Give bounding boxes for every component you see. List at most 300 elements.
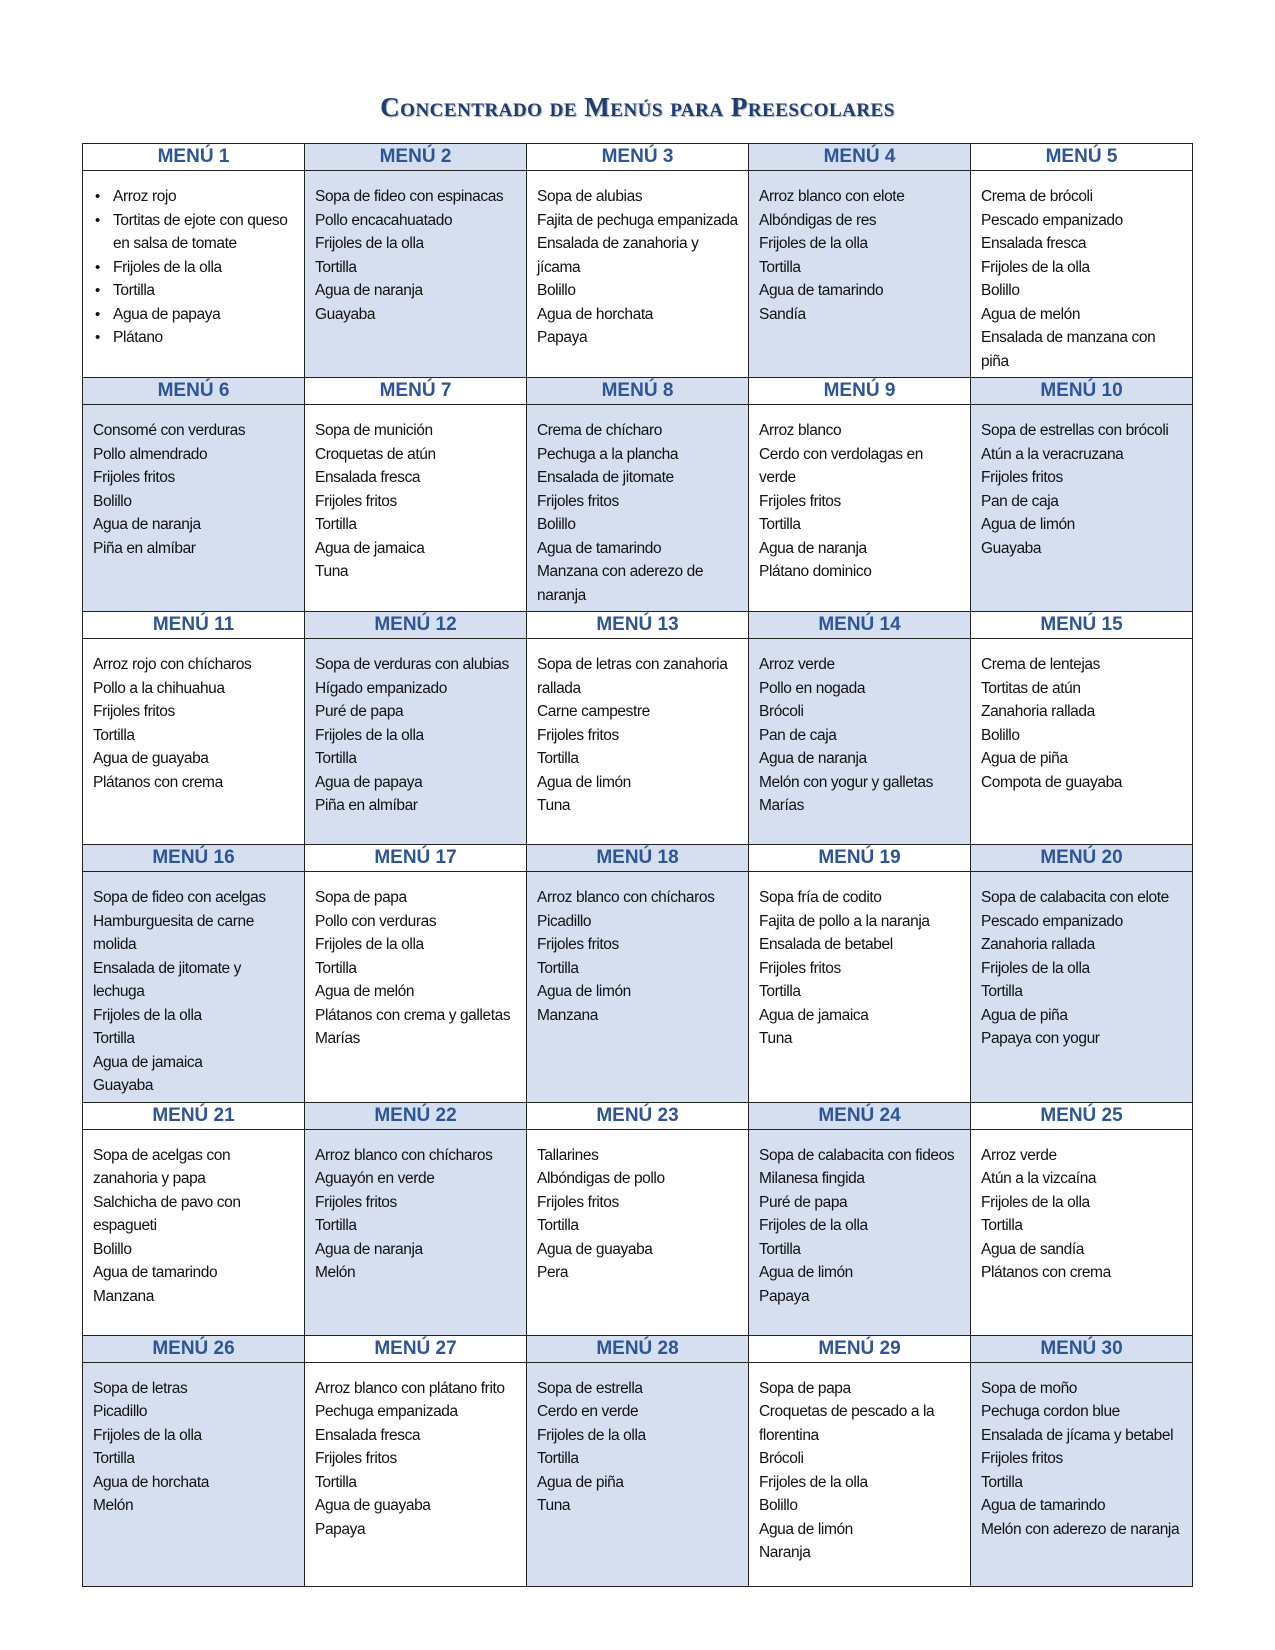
menu-heading: MENÚ 16 [83, 845, 304, 872]
menu-cell-content [527, 612, 748, 822]
menu-item: Sopa de calabacita con elote [981, 889, 1169, 906]
menu-item: Tortilla [315, 258, 357, 276]
menu-item: Tortilla [759, 258, 801, 276]
menu-cell [971, 1102, 1193, 1335]
menu-item: Cerdo con verdolagas en verde [759, 445, 923, 486]
menu-heading: MENÚ 10 [971, 378, 1192, 405]
menu-item: Melón con yogur y galletas Marías [759, 773, 933, 814]
menu-cell [527, 1335, 749, 1586]
menu-item: Frijoles fritos [537, 1193, 619, 1211]
menu-item: Naranja [759, 1544, 811, 1561]
menu-cell-content [527, 144, 748, 354]
menu-item: Sopa fría de codito [759, 889, 882, 906]
menu-item-list [305, 872, 526, 1055]
menu-item: Pollo en nogada [759, 679, 866, 697]
menu-cell [305, 144, 527, 378]
menu-item: Cerdo en verde [537, 1403, 639, 1420]
menu-item: Bolillo [759, 1497, 798, 1514]
menu-cell [305, 1102, 527, 1335]
menu-item-list [83, 872, 304, 1102]
menu-heading: MENÚ 27 [305, 1336, 526, 1363]
menu-item: Ensalada fresca [315, 1426, 421, 1444]
menu-item: Frijoles fritos [537, 726, 619, 744]
menu-cell [971, 144, 1193, 378]
menu-item: Guayaba [315, 305, 376, 323]
menu-item: Agua de limón [537, 773, 631, 791]
menu-item: Agua de melón [981, 305, 1081, 323]
menu-cell [971, 378, 1193, 612]
menu-item: Frijoles fritos [981, 469, 1063, 486]
menu-item: Papaya [537, 329, 588, 346]
menu-item: Tortilla [759, 516, 801, 533]
menu-item-list [971, 171, 1192, 377]
menu-item: • Tortilla [113, 279, 296, 303]
menu-item: Tortilla [315, 1217, 357, 1234]
menu-item: Sopa de munición [315, 422, 433, 439]
menu-item: Frijoles fritos [93, 703, 175, 720]
menu-item-list [971, 1130, 1192, 1289]
menu-item: Manzana [93, 1287, 154, 1305]
menu-item: Sopa de moño [981, 1379, 1078, 1397]
menu-heading: MENÚ 1 [83, 144, 304, 171]
menu-item: Agua de piña [981, 750, 1068, 767]
menu-heading: MENÚ 6 [83, 378, 304, 405]
menu-cell [971, 845, 1193, 1103]
menu-heading: MENÚ 17 [305, 845, 526, 872]
menu-item: Albóndigas de res [759, 211, 877, 229]
menu-heading: MENÚ 14 [749, 612, 970, 639]
menu-item: Ensalada de zanahoria y jícama [537, 235, 699, 276]
menu-cell-content [971, 378, 1192, 564]
menu-cell-content [83, 1103, 304, 1313]
menu-item: Agua de jamaica [315, 539, 425, 557]
menu-item: Agua de limón [759, 1520, 853, 1538]
menu-cell-content [83, 378, 304, 564]
menu-item: Plátanos con crema [981, 1264, 1111, 1281]
menu-item: Tortilla [537, 959, 579, 977]
menu-item: Arroz verde [981, 1146, 1057, 1164]
menu-item: Ensalada de manzana con piña [981, 329, 1156, 370]
menu-cell-content [527, 378, 748, 611]
menu-item: Crema de lentejas [981, 656, 1100, 673]
menu-item: Aguayón en verde [315, 1170, 435, 1187]
menu-item: Agua de guayaba [537, 1240, 653, 1258]
menu-item: Frijoles de la olla [93, 1006, 202, 1024]
menu-cell-content [749, 1103, 970, 1313]
menu-item-list [305, 639, 526, 822]
menu-item: Bolillo [537, 282, 576, 299]
menu-item: Crema de brócoli [981, 188, 1093, 205]
menu-item: Tuna [759, 1030, 793, 1047]
menu-item: Arroz blanco con elote [759, 188, 905, 205]
menu-heading: MENÚ 13 [527, 612, 748, 639]
menu-item: Tuna [537, 797, 571, 814]
menu-item: Frijoles fritos [759, 492, 841, 510]
menu-cell [749, 845, 971, 1103]
menu-item: Frijoles fritos [537, 492, 619, 510]
menu-item: Croquetas de atún [315, 445, 436, 463]
menu-heading: MENÚ 28 [527, 1336, 748, 1363]
menu-item-list [749, 872, 970, 1055]
menu-item: Agua de naranja [315, 282, 423, 299]
menu-cell [305, 1335, 527, 1586]
menu-item: Hígado empanizado [315, 679, 447, 697]
menu-heading: MENÚ 11 [83, 612, 304, 639]
menu-item: Frijoles de la olla [93, 1426, 202, 1444]
menu-item-list [749, 405, 970, 588]
menu-cell [305, 378, 527, 612]
menu-cell-content [749, 1336, 970, 1569]
menu-item: Agua de limón [537, 983, 631, 1000]
menu-item: Tortilla [537, 1217, 579, 1234]
menu-cell-content [527, 845, 748, 1031]
menu-item: Agua de piña [537, 1473, 624, 1491]
menu-item-list [83, 639, 304, 798]
menu-item: Piña en almíbar [93, 539, 196, 557]
menu-item: Plátanos con crema y galletas Marías [315, 1006, 511, 1047]
menu-item-list [305, 171, 526, 330]
menu-item: Ensalada fresca [981, 235, 1087, 252]
menu-item: Agua de tamarindo [537, 539, 662, 557]
menu-item: Arroz verde [759, 656, 835, 673]
menu-cell-content [971, 845, 1192, 1055]
menu-item: Atún a la veracruzana [981, 445, 1124, 463]
menu-cell-content [83, 1336, 304, 1522]
menu-item: Pera [537, 1264, 569, 1281]
menu-item: Pechuga empanizada [315, 1403, 458, 1420]
menu-item-list [749, 1130, 970, 1313]
menu-item: Frijoles de la olla [537, 1426, 646, 1444]
menu-item: Pan de caja [759, 726, 837, 744]
menu-item: Bolillo [93, 492, 132, 510]
menu-item: Bolillo [93, 1240, 132, 1258]
menu-cell-content [971, 612, 1192, 798]
menu-item: Fajita de pechuga empanizada [537, 211, 738, 229]
menu-item: Sopa de papa [759, 1379, 851, 1397]
menu-item: Pan de caja [981, 492, 1059, 510]
menu-item: Sopa de verduras con alubias [315, 656, 509, 673]
menu-item: Tallarines [537, 1146, 599, 1164]
menu-cell-content [527, 1336, 748, 1522]
menu-item: • Arroz rojo [113, 185, 296, 209]
menu-item: Arroz blanco con chícharos [537, 889, 715, 906]
menu-item: Agua de naranja [93, 516, 201, 533]
menu-item: Sopa de fideo con acelgas [93, 889, 266, 906]
menu-item: Agua de piña [981, 1006, 1068, 1024]
menu-cell [305, 845, 527, 1103]
menu-heading: MENÚ 30 [971, 1336, 1192, 1363]
menu-item: Melón con aderezo de naranja [981, 1520, 1180, 1538]
menu-item: Frijoles fritos [981, 1450, 1063, 1467]
menu-cell-content [305, 612, 526, 822]
menu-item-list [749, 171, 970, 330]
menu-item: Brócoli [759, 1450, 804, 1467]
menu-item: Pescado empanizado [981, 211, 1123, 229]
menu-row [83, 612, 1193, 845]
menu-item: Sopa de fideo con espinacas [315, 188, 504, 205]
menu-heading: MENÚ 5 [971, 144, 1192, 171]
menu-item: Picadillo [537, 912, 592, 930]
menu-row [83, 144, 1193, 378]
menu-item: Pollo almendrado [93, 445, 208, 463]
menu-heading: MENÚ 9 [749, 378, 970, 405]
menu-item: Frijoles de la olla [315, 936, 424, 953]
menu-item: Plátano dominico [759, 563, 872, 580]
menu-cell [749, 378, 971, 612]
menu-item: Tortilla [537, 1450, 579, 1467]
menu-item: Tortilla [315, 516, 357, 533]
menu-heading: MENÚ 4 [749, 144, 970, 171]
menu-item-list [527, 639, 748, 822]
menu-item: Arroz blanco con chícharos [315, 1146, 493, 1164]
menu-item: Zanahoria rallada [981, 936, 1095, 953]
menu-row [83, 1102, 1193, 1335]
menu-row [83, 845, 1193, 1103]
menu-item: Frijoles fritos [315, 1193, 397, 1211]
menu-item: Agua de tamarindo [93, 1264, 218, 1281]
menu-cell-content [971, 1336, 1192, 1546]
menu-item: Tortilla [93, 726, 135, 744]
menu-item: Agua de jamaica [759, 1006, 869, 1024]
menu-cell [971, 612, 1193, 845]
menu-item-list [749, 1363, 970, 1569]
menu-cell-content [305, 1103, 526, 1289]
menu-item: Puré de papa [759, 1193, 848, 1211]
menu-item: Sopa de estrellas con brócoli [981, 422, 1169, 439]
menu-cell-content [305, 1336, 526, 1546]
menu-heading: MENÚ 20 [971, 845, 1192, 872]
menu-item: Agua de naranja [315, 1240, 423, 1258]
menu-item: Crema de chícharo [537, 422, 663, 439]
menu-item: Pechuga a la plancha [537, 445, 679, 463]
menu-item: Guayaba [981, 539, 1042, 557]
menu-cell [527, 1102, 749, 1335]
menu-item: Arroz blanco con plátano frito [315, 1379, 505, 1397]
menu-heading: MENÚ 26 [83, 1336, 304, 1363]
menu-item: Tortilla [981, 983, 1023, 1000]
menu-item: Frijoles fritos [315, 1450, 397, 1467]
menu-item: Manzana [537, 1006, 598, 1024]
menu-cell [749, 612, 971, 845]
menu-item: Pollo con verduras [315, 912, 437, 930]
menu-item-list [749, 639, 970, 822]
menu-item: Agua de limón [981, 516, 1075, 533]
menu-cell-content [305, 378, 526, 588]
menu-item: Agua de horchata [93, 1473, 209, 1491]
menu-item: Hamburguesita de carne molida [93, 912, 254, 953]
menu-item: Sopa de calabacita con fideos [759, 1146, 955, 1164]
menu-item: Compota de guayaba [981, 773, 1123, 791]
menu-item: Tortilla [759, 1240, 801, 1258]
menu-cell [527, 378, 749, 612]
menu-item-list [971, 872, 1192, 1055]
menu-item: Sopa de acelgas con zanahoria y papa [93, 1146, 231, 1187]
menu-item-list [527, 171, 748, 354]
menu-heading: MENÚ 3 [527, 144, 748, 171]
menu-item: Agua de naranja [759, 539, 867, 557]
menu-cell [749, 1102, 971, 1335]
menu-item: Frijoles de la olla [759, 1217, 868, 1234]
menu-item: Frijoles fritos [315, 492, 397, 510]
menu-heading: MENÚ 29 [749, 1336, 970, 1363]
menu-item: Tuna [315, 563, 349, 580]
menu-item: Pescado empanizado [981, 912, 1123, 930]
menu-heading: MENÚ 22 [305, 1103, 526, 1130]
menu-item: Tortilla [981, 1217, 1023, 1234]
menu-item: Frijoles fritos [759, 959, 841, 977]
menu-cell-content [305, 144, 526, 330]
menu-cell [83, 144, 305, 378]
menu-cell [749, 144, 971, 378]
menu-item: Agua de horchata [537, 305, 653, 323]
menu-item-list [527, 1130, 748, 1289]
menu-table [82, 143, 1193, 1587]
menu-item: Agua de tamarindo [759, 282, 884, 299]
menu-item: Sandía [759, 305, 806, 323]
menu-item: Piña en almíbar [315, 797, 418, 814]
menu-heading: MENÚ 15 [971, 612, 1192, 639]
menu-item: Albóndigas de pollo [537, 1170, 665, 1187]
menu-item: Agua de limón [759, 1264, 853, 1281]
menu-item: Plátanos con crema [93, 773, 223, 791]
menu-heading: MENÚ 24 [749, 1103, 970, 1130]
menu-cell [527, 144, 749, 378]
menu-item: • Agua de papaya [113, 303, 296, 327]
menu-item: Frijoles fritos [93, 469, 175, 486]
menu-cell-content [83, 845, 304, 1102]
menu-item: Tuna [537, 1497, 571, 1514]
menu-item-list [83, 1363, 304, 1522]
menu-heading: MENÚ 19 [749, 845, 970, 872]
menu-item: Frijoles de la olla [981, 258, 1090, 276]
menu-item: Tortilla [93, 1450, 135, 1467]
menu-item-list [83, 171, 304, 354]
menu-cell [83, 1335, 305, 1586]
menu-item: Pollo encacahuatado [315, 211, 453, 229]
menu-item-list [527, 872, 748, 1031]
menu-item: Frijoles de la olla [315, 235, 424, 252]
menu-item-list [971, 1363, 1192, 1546]
menu-item: Frijoles de la olla [759, 235, 868, 252]
page-title: Concentrado de Menús para Preescolares [380, 92, 895, 122]
menu-item: Agua de jamaica [93, 1053, 203, 1071]
menu-item: Fajita de pollo a la naranja [759, 912, 930, 930]
menu-item: Tortilla [315, 1473, 357, 1491]
menu-heading: MENÚ 2 [305, 144, 526, 171]
menu-item: Tortilla [315, 959, 357, 977]
menu-item: Melón [93, 1497, 134, 1514]
menu-cell [971, 1335, 1193, 1586]
menu-item: Frijoles de la olla [315, 726, 424, 744]
menu-item: Arroz blanco [759, 422, 842, 439]
menu-item: Papaya con yogur [981, 1030, 1100, 1047]
menu-item-list [527, 1363, 748, 1522]
menu-cell-content [971, 1103, 1192, 1289]
menu-cell [749, 1335, 971, 1586]
menu-cell-content [305, 845, 526, 1055]
menu-table-body [83, 144, 1193, 1587]
menu-item: Frijoles de la olla [759, 1473, 868, 1491]
menu-item: Salchicha de pavo con espagueti [93, 1193, 241, 1234]
menu-heading: MENÚ 25 [971, 1103, 1192, 1130]
menu-item: Sopa de letras [93, 1379, 188, 1397]
menu-item-list [971, 639, 1192, 798]
menu-item: Frijoles de la olla [981, 1193, 1090, 1211]
menu-cell-content [527, 1103, 748, 1289]
menu-cell [305, 612, 527, 845]
menu-item: Ensalada de betabel [759, 936, 893, 953]
menu-cell-content [749, 378, 970, 588]
menu-item: Bolillo [981, 282, 1020, 299]
menu-item: Atún a la vizcaína [981, 1170, 1097, 1187]
menu-item: Ensalada de jitomate y lechuga [93, 959, 242, 1000]
menu-item: Arroz rojo con chícharos [93, 656, 252, 673]
menu-cell-content [83, 612, 304, 798]
menu-item: Croquetas de pescado a la florentina [759, 1403, 935, 1444]
menu-heading: MENÚ 7 [305, 378, 526, 405]
menu-item: • Frijoles de la olla [113, 256, 296, 280]
menu-item: Tortilla [759, 983, 801, 1000]
menu-item: Papaya [759, 1287, 810, 1305]
menu-item: Guayaba [93, 1077, 154, 1094]
menu-item: Tortilla [93, 1030, 135, 1047]
menu-item: Ensalada fresca [315, 469, 421, 486]
menu-item: Frijoles de la olla [981, 959, 1090, 977]
menu-item-list [971, 405, 1192, 564]
menu-item: • Tortitas de ejote con queso en salsa de tomate [113, 209, 296, 256]
menu-heading: MENÚ 21 [83, 1103, 304, 1130]
menu-item: Pechuga cordon blue [981, 1403, 1120, 1420]
menu-cell-content [749, 612, 970, 822]
menu-item: Frijoles fritos [537, 936, 619, 953]
menu-item: Ensalada de jitomate [537, 469, 674, 486]
menu-cell [83, 1102, 305, 1335]
menu-item: Melón [315, 1264, 356, 1281]
menu-cell-content [749, 845, 970, 1055]
menu-item: Agua de sandía [981, 1240, 1084, 1258]
menu-heading: MENÚ 23 [527, 1103, 748, 1130]
menu-item: Agua de papaya [315, 773, 423, 791]
menu-item: Agua de tamarindo [981, 1497, 1106, 1514]
menu-cell [527, 845, 749, 1103]
menu-heading: MENÚ 18 [527, 845, 748, 872]
menu-item: • Plátano [113, 326, 296, 350]
menu-item: Zanahoria rallada [981, 703, 1095, 720]
menu-item: Bolillo [981, 726, 1020, 744]
menu-cell [83, 845, 305, 1103]
menu-item: Tortilla [537, 750, 579, 767]
menu-item: Bolillo [537, 516, 576, 533]
menu-item-list [305, 1363, 526, 1546]
menu-heading: MENÚ 8 [527, 378, 748, 405]
menu-item-list [305, 405, 526, 588]
menu-item: Consomé con verduras [93, 422, 246, 439]
menu-cell-content [971, 144, 1192, 377]
menu-cell [527, 612, 749, 845]
menu-item-list [527, 405, 748, 611]
menu-item: Milanesa fingida [759, 1170, 865, 1187]
menu-item-list [305, 1130, 526, 1289]
menu-item: Agua de guayaba [315, 1497, 431, 1514]
menu-item: Picadillo [93, 1403, 148, 1420]
menu-item: Sopa de papa [315, 889, 407, 906]
menu-item-list [83, 1130, 304, 1313]
menu-item-list [83, 405, 304, 564]
menu-item: Pollo a la chihuahua [93, 679, 225, 697]
menu-item: Agua de naranja [759, 750, 867, 767]
menu-item: Ensalada de jícama y betabel [981, 1426, 1174, 1444]
menu-row [83, 1335, 1193, 1586]
